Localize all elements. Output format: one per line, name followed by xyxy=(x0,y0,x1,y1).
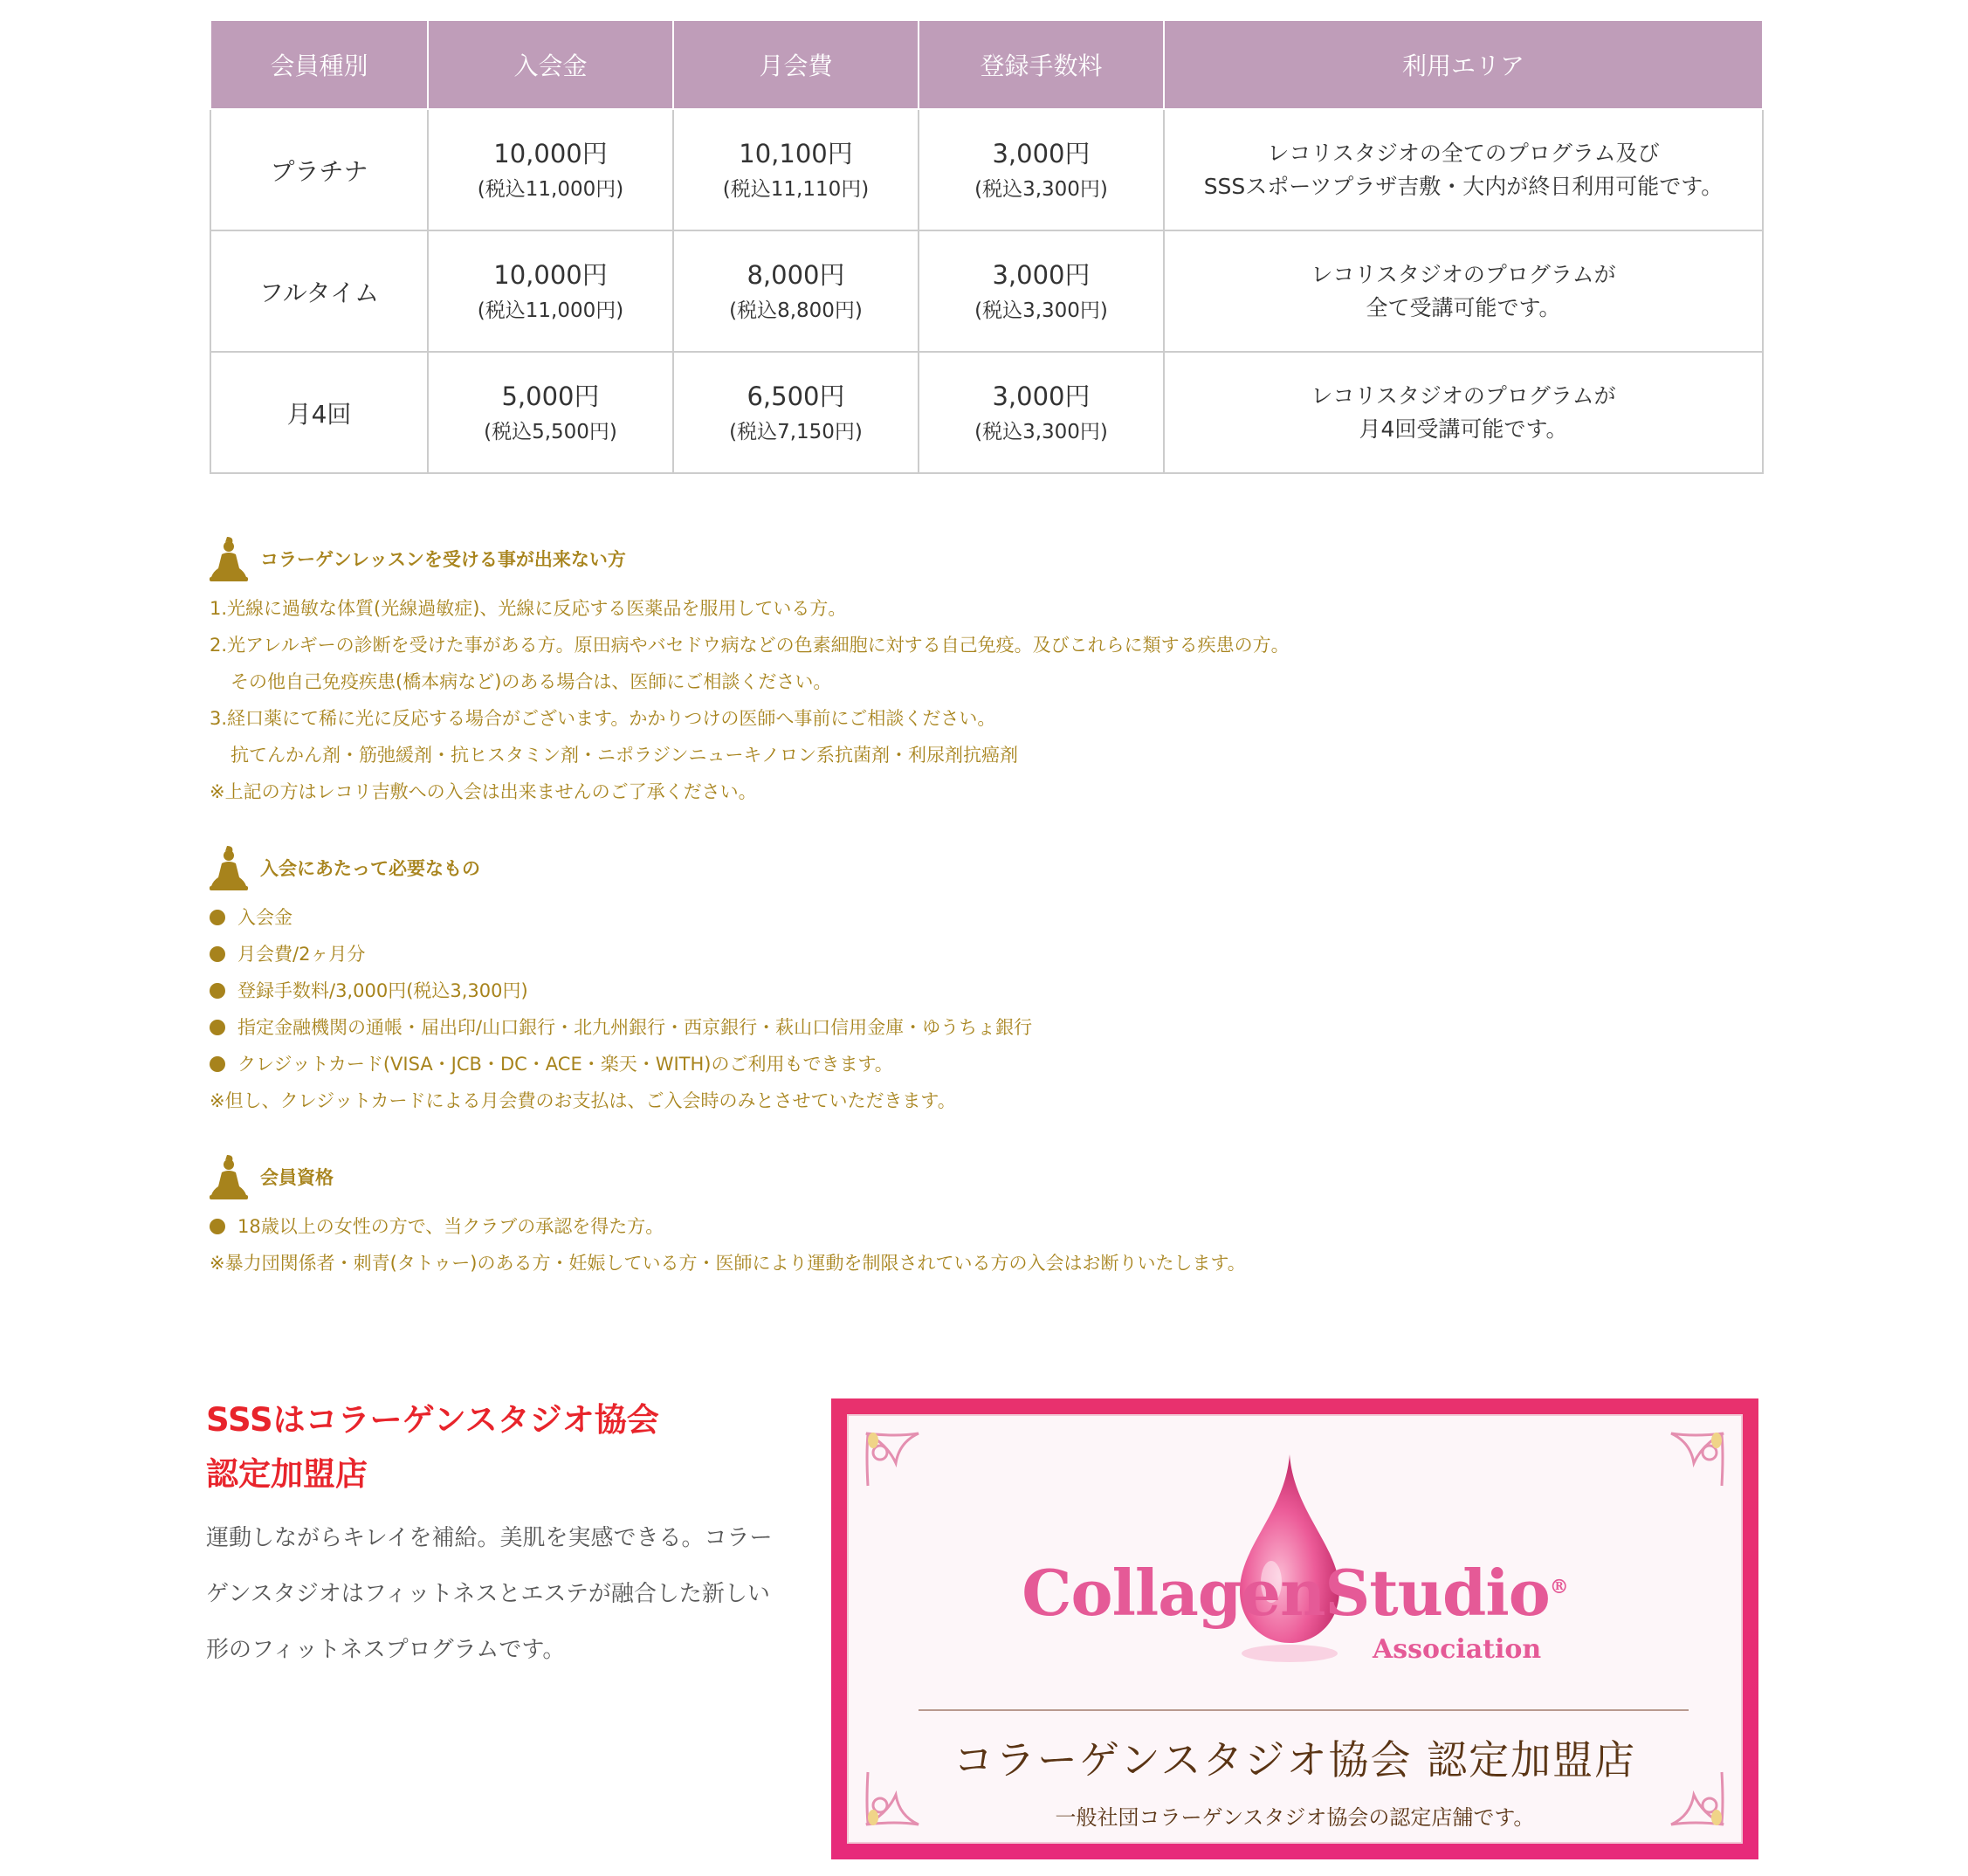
association-label: Association xyxy=(1373,1634,1542,1665)
list-item-text: 月会費/2ヶ月分 xyxy=(237,944,366,965)
price: 10,100円 xyxy=(739,138,853,168)
monthly-fee-cell xyxy=(673,109,919,230)
header-monthly-fee: 月会費 xyxy=(673,20,919,109)
meditation-figure-icon xyxy=(210,1153,248,1200)
promo-title-line: SSSはコラーゲンスタジオ協会 xyxy=(206,1401,659,1439)
restrictions-section xyxy=(210,534,1290,810)
usage-area-cell xyxy=(1164,230,1763,352)
section-title: コラーゲンレッスンを受ける事が出来ない方 xyxy=(260,549,626,570)
member-type-cell: 月4回 xyxy=(210,352,428,473)
list-item-text: 指定金融機関の通帳・届出印/山口銀行・北九州銀行・西京銀行・萩山口信用金庫・ゆうちょ銀行 xyxy=(237,1017,1033,1038)
list-item: 抗てんかん剤・筋弛緩剤・抗ヒスタミン剤・ニポラジンニューキノロン系抗菌剤・利尿剤抗癌剤 xyxy=(231,745,1019,766)
tax-price: (税込11,000円) xyxy=(477,299,624,322)
tax-price: (税込7,150円) xyxy=(729,420,863,443)
tax-price: (税込3,300円) xyxy=(974,420,1108,443)
joining-fee-cell xyxy=(428,109,673,230)
list-item: 1.光線に過敏な体質(光線過敏症)、光線に反応する医薬品を服用している方。 xyxy=(210,598,847,619)
tax-price: (税込8,800円) xyxy=(729,299,863,322)
list-item xyxy=(210,1009,1032,1046)
list-item-text: 入会金 xyxy=(237,907,292,928)
brand-name: CollagenStudio xyxy=(1022,1556,1550,1630)
price: 10,000円 xyxy=(493,138,608,168)
registration-fee-cell xyxy=(919,230,1164,352)
table-row xyxy=(210,352,1763,473)
header-member-type: 会員種別 xyxy=(210,20,428,109)
list-item: ※上記の方はレコリ吉敷への入会は出来ませんのご了承ください。 xyxy=(210,781,757,802)
bullet-icon xyxy=(210,910,225,925)
certificate-heading: コラーゲンスタジオ協会 認定加盟店 xyxy=(953,1736,1637,1783)
area-line: SSSスポーツプラザ吉敷・大内が終日利用可能です。 xyxy=(1203,173,1724,199)
section-title: 会員資格 xyxy=(260,1167,334,1188)
bullet-icon xyxy=(210,946,225,962)
price: 3,000円 xyxy=(992,381,1091,411)
brand-logo-text xyxy=(849,1556,1741,1630)
promo-description xyxy=(206,1510,800,1678)
list-item-text: クレジットカード(VISA・JCB・DC・ACE・楽天・WITH)のご利用もできます。 xyxy=(237,1054,893,1075)
header-joining-fee: 入会金 xyxy=(428,20,673,109)
list-item-text: 登録手数料/3,000円(税込3,300円) xyxy=(237,980,528,1001)
price: 5,000円 xyxy=(501,381,600,411)
price: 3,000円 xyxy=(992,259,1091,290)
eligibility-list xyxy=(210,1208,1246,1282)
section-title: 入会にあたって必要なもの xyxy=(260,858,480,879)
list-item: 3.経口薬にて稀に光に反応する場合がございます。かかりつけの医師へ事前にご相談ください。 xyxy=(210,708,996,729)
list-item: その他自己免疫疾患(橋本病など)のある場合は、医師にご相談ください。 xyxy=(231,671,832,692)
joining-fee-cell xyxy=(428,230,673,352)
price: 3,000円 xyxy=(992,138,1091,168)
table-row xyxy=(210,230,1763,352)
meditation-figure-icon xyxy=(210,535,248,582)
requirements-section xyxy=(210,843,1032,1119)
table-header-row xyxy=(210,20,1763,109)
list-item xyxy=(210,899,1032,936)
list-item: 2.光アレルギーの診断を受けた事がある方。原田病やバセドウ病などの色素細胞に対する自己免疫。及びこれらに類する疾患の方。 xyxy=(210,635,1290,656)
eligibility-section xyxy=(210,1152,1246,1282)
promo-body-line: ゲンスタジオはフィットネスとエステが融合した新しい xyxy=(206,1581,770,1607)
meditation-figure-icon xyxy=(210,844,248,891)
tax-price: (税込3,300円) xyxy=(974,299,1108,322)
promo-body-line: 運動しながらキレイを補給。美肌を実感できる。コラー xyxy=(206,1525,773,1551)
note: ※但し、クレジットカードによる月会費のお支払は、ご入会時のみとさせていただきます。 xyxy=(210,1090,956,1111)
list-item-text: 18歳以上の女性の方で、当クラブの承認を得た方。 xyxy=(237,1216,664,1237)
promo-body-line: 形のフィットネスプログラムです。 xyxy=(206,1637,566,1663)
section-header xyxy=(210,534,1290,583)
list-item xyxy=(210,1208,1246,1245)
requirements-list xyxy=(210,899,1032,1119)
ornament-icon xyxy=(1659,1428,1729,1498)
divider xyxy=(919,1709,1689,1711)
price: 6,500円 xyxy=(747,381,845,411)
list-item xyxy=(210,1046,1032,1082)
tax-price: (税込11,000円) xyxy=(477,177,624,201)
area-line: レコリスタジオの全てのプログラム及び xyxy=(1267,140,1660,166)
monthly-fee-cell xyxy=(673,230,919,352)
promo-title-line: 認定加盟店 xyxy=(206,1455,368,1493)
section-header xyxy=(210,1152,1246,1201)
ornament-icon xyxy=(861,1428,931,1498)
membership-fee-table xyxy=(210,19,1764,474)
registered-mark: ® xyxy=(1549,1576,1568,1598)
member-type-cell: プラチナ xyxy=(210,109,428,230)
certificate-subheading: 一般社団コラーゲンスタジオ協会の認定店舗です。 xyxy=(1055,1805,1535,1830)
bullet-icon xyxy=(210,1056,225,1072)
member-type-cell: フルタイム xyxy=(210,230,428,352)
area-line: レコリスタジオのプログラムが xyxy=(1311,382,1616,409)
header-usage-area: 利用エリア xyxy=(1164,20,1763,109)
area-line: 月4回受講可能です。 xyxy=(1359,416,1568,442)
joining-fee-cell xyxy=(428,352,673,473)
monthly-fee-cell xyxy=(673,352,919,473)
list-item xyxy=(210,936,1032,972)
promo-title xyxy=(206,1393,817,1501)
restrictions-list xyxy=(210,590,1290,810)
area-line: 全て受講可能です。 xyxy=(1366,294,1561,320)
certificate-panel xyxy=(847,1414,1743,1844)
usage-area-cell xyxy=(1164,352,1763,473)
tax-price: (税込3,300円) xyxy=(974,177,1108,201)
table-row xyxy=(210,109,1763,230)
list-item xyxy=(210,972,1032,1009)
bullet-icon xyxy=(210,1219,225,1234)
usage-area-cell xyxy=(1164,109,1763,230)
registration-fee-cell xyxy=(919,109,1164,230)
note: ※暴力団関係者・刺青(タトゥー)のある方・妊娠している方・医師により運動を制限されている方の入会はお断りいたします。 xyxy=(210,1253,1246,1274)
header-registration-fee: 登録手数料 xyxy=(919,20,1164,109)
bullet-icon xyxy=(210,983,225,999)
bullet-icon xyxy=(210,1020,225,1035)
certificate-banner xyxy=(831,1398,1758,1859)
tax-price: (税込5,500円) xyxy=(484,420,617,443)
section-header xyxy=(210,843,1032,892)
registration-fee-cell xyxy=(919,352,1164,473)
price: 10,000円 xyxy=(493,259,608,290)
price: 8,000円 xyxy=(747,259,845,290)
area-line: レコリスタジオのプログラムが xyxy=(1311,261,1616,287)
tax-price: (税込11,110円) xyxy=(722,177,870,201)
